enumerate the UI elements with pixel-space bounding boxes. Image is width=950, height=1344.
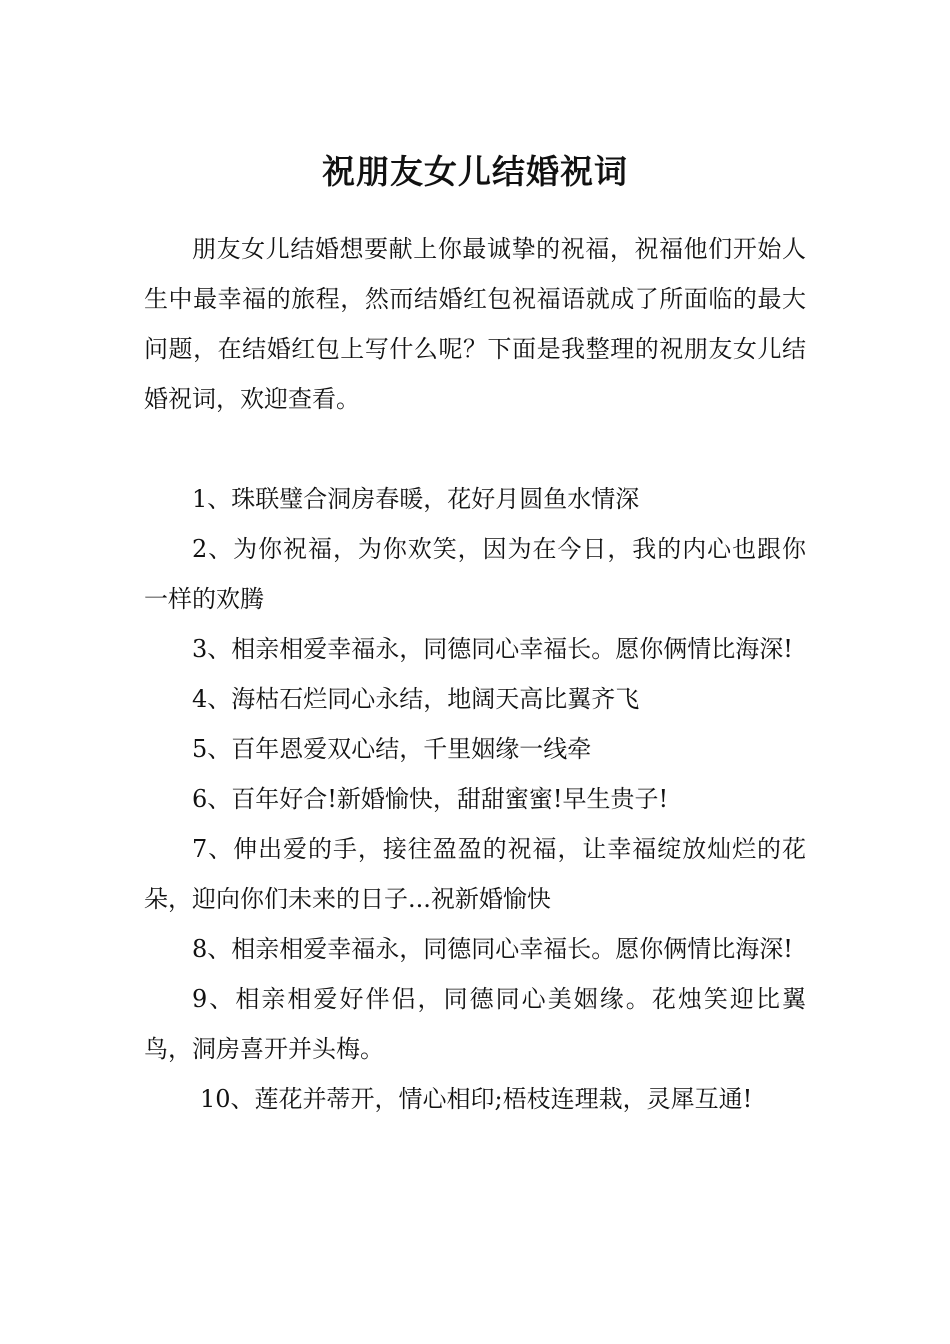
list-item: 1、珠联璧合洞房春暖，花好月圆鱼水情深 (192, 485, 640, 513)
list-item: 7、伸出爱的手，接往盈盈的祝福，让幸福绽放灿烂的花朵，迎向你们未来的日子...祝新婚愉快 (144, 835, 806, 913)
document-body (144, 224, 806, 1124)
list-item: 8、相亲相爱幸福永，同德同心幸福长。愿你俩情比海深! (192, 935, 793, 963)
list-item: 4、海枯石烂同心永结，地阔天高比翼齐飞 (192, 685, 640, 713)
intro-paragraph: 朋友女儿结婚想要献上你最诚挚的祝福，祝福他们开始人生中最幸福的旅程，然而结婚红包祝福语就成了所面临的最大问题，在结婚红包上写什么呢？下面是我整理的祝朋友女儿结婚祝词，欢迎查看。 (144, 235, 806, 413)
list-item: 2、为你祝福，为你欢笑，因为在今日，我的内心也跟你一样的欢腾 (144, 535, 806, 613)
page-title: 祝朋友女儿结婚祝词 (322, 152, 628, 192)
list-item: 6、百年好合!新婚愉快，甜甜蜜蜜!早生贵子! (192, 785, 669, 813)
list-item: 10、莲花并蒂开，情心相印;梧枝连理栽，灵犀互通! (200, 1085, 753, 1113)
list-item: 5、百年恩爱双心结，千里姻缘一线牵 (192, 735, 592, 763)
paragraph-spacer (144, 424, 806, 474)
list-item: 9、相亲相爱好伴侣，同德同心美姻缘。花烛笑迎比翼鸟，洞房喜开并头梅。 (144, 985, 806, 1063)
list-item: 3、相亲相爱幸福永，同德同心幸福长。愿你俩情比海深! (192, 635, 793, 663)
